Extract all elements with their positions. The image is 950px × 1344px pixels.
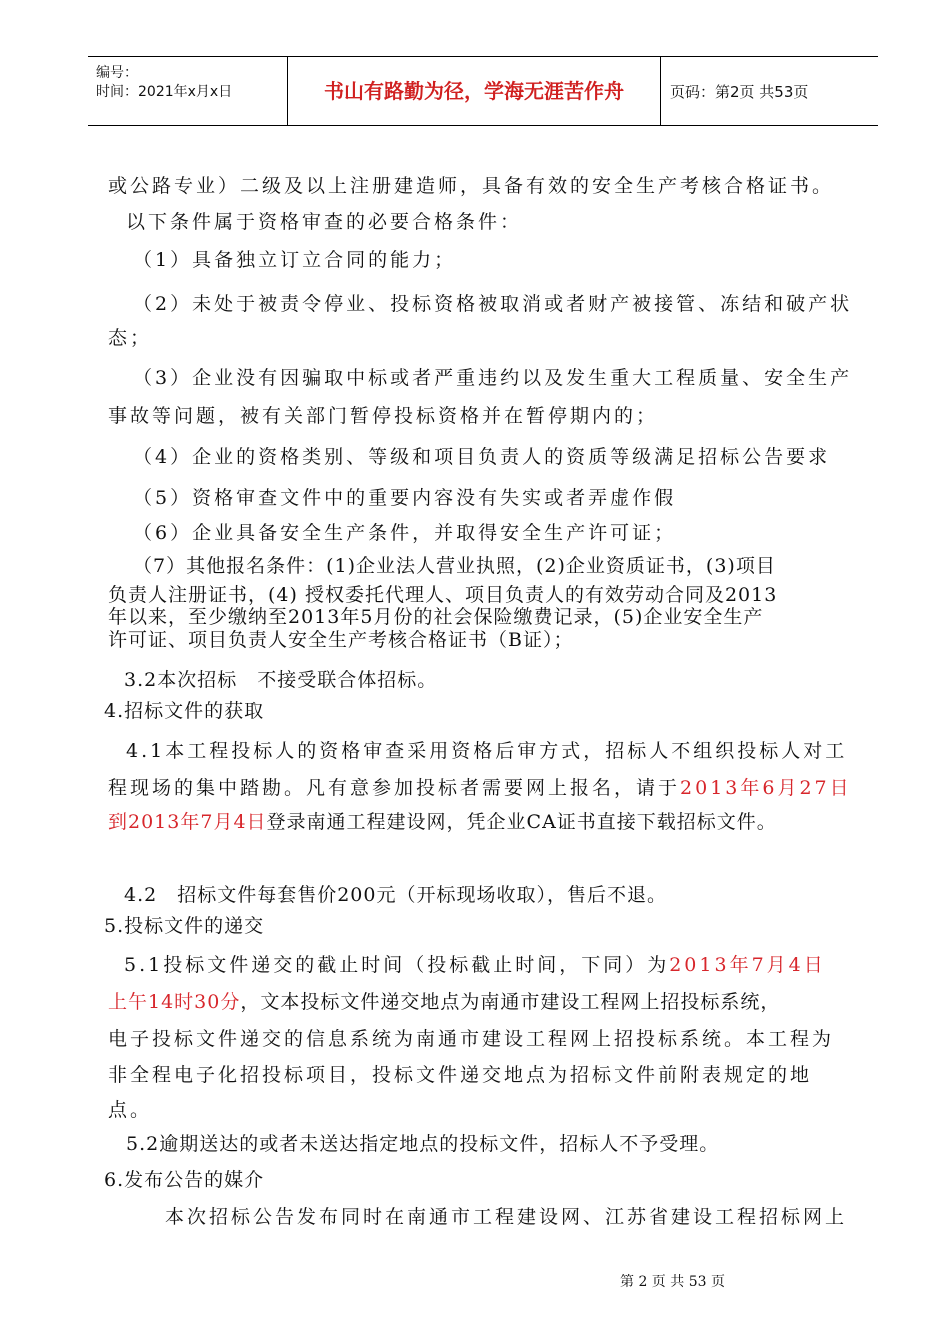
text-segment: （5）资格审查文件中的重要内容没有失实或者弄虚作假	[133, 487, 677, 509]
text-segment: （6）企业具备安全生产条件，并取得安全生产许可证；	[133, 522, 677, 544]
text-line	[133, 366, 852, 390]
header-page-number: 页码：第2页 共53页	[670, 83, 809, 101]
text-line	[133, 554, 776, 578]
text-line	[108, 174, 834, 198]
text-segment: 5.2逾期送达的或者未送达指定地点的投标文件，招标人不予受理。	[126, 1133, 720, 1155]
text-line	[124, 668, 437, 692]
text-segment: 点。	[108, 1099, 153, 1121]
highlighted-date: 2013年6月27日	[680, 777, 852, 799]
highlighted-date: 上午14时30分	[108, 991, 241, 1013]
text-segment: （1）具备独立订立合同的能力；	[133, 249, 457, 271]
text-segment: 登录南通工程建设网，凭企业CA证书直接下载招标文件。	[266, 811, 777, 833]
text-segment: 许可证、项目负责人安全生产考核合格证书（B证）；	[108, 629, 574, 651]
text-line	[133, 292, 852, 316]
text-segment: 电子投标文件递交的信息系统为南通市建设工程网上招投标系统。本工程为	[108, 1028, 835, 1050]
text-line	[108, 990, 780, 1014]
text-segment: （3）企业没有因骗取中标或者严重违约以及发生重大工程质量、安全生产	[133, 367, 853, 389]
text-segment: 4.招标文件的获取	[104, 700, 265, 722]
text-segment: 本次招标公告发布同时在南通市工程建设网、江苏省建设工程招标网上	[165, 1206, 848, 1228]
text-line	[108, 810, 777, 834]
text-segment: 6.发布公告的媒介	[104, 1169, 265, 1191]
text-segment: 3.2本次招标 不接受联合体招标。	[124, 669, 438, 691]
text-line	[126, 1132, 719, 1156]
text-segment: 以下条件属于资格审查的必要合格条件：	[126, 211, 523, 233]
text-line	[126, 739, 847, 763]
header-number: 编号：	[96, 65, 138, 81]
header-meta-cell	[88, 57, 288, 125]
header-motto: 书山有路勤为径，学海无涯苦作舟	[288, 57, 661, 125]
text-line	[133, 521, 676, 545]
page-header	[88, 56, 878, 126]
text-line	[108, 1098, 152, 1122]
text-line	[108, 404, 658, 428]
text-segment: 4.1本工程投标人的资格审查采用资格后审方式，招标人不组织投标人对工	[126, 740, 848, 762]
text-line	[133, 248, 456, 272]
header-time: 时间：2021年x月x日	[96, 84, 233, 100]
text-line	[126, 210, 522, 234]
text-line	[108, 605, 763, 629]
text-segment: 态；	[108, 327, 153, 349]
text-segment: （2）未处于被责令停业、投标资格被取消或者财产被接管、冻结和破产状	[133, 293, 853, 315]
text-segment: 程现场的集中踏勘。凡有意参加投标者需要网上报名，请于	[108, 777, 681, 799]
text-segment: 负责人注册证书，(4) 授权委托代理人、项目负责人的有效劳动合同及2013	[108, 584, 778, 606]
text-segment: （4）企业的资格类别、等级和项目负责人的资质等级满足招标公告要求	[133, 446, 831, 468]
text-line	[108, 776, 852, 800]
text-segment: 4.2 招标文件每套售价200元（开标现场收取），售后不退。	[124, 884, 667, 906]
text-segment: 年以来，至少缴纳至2013年5月份的社会保险缴费记录，(5)企业安全生产	[108, 606, 764, 628]
text-segment: （7）其他报名条件：(1)企业法人营业执照，(2)企业资质证书，(3)项目	[133, 555, 776, 577]
text-segment: 5.1投标文件递交的截止时间（投标截止时间，下同）为	[124, 954, 670, 976]
highlighted-date: 到2013年7月4日	[108, 811, 267, 833]
text-line	[108, 1027, 834, 1051]
text-line	[104, 699, 264, 723]
text-line	[108, 1063, 812, 1087]
text-segment: 5.投标文件的递交	[104, 915, 265, 937]
text-segment: ，文本投标文件递交地点为南通市建设工程网上招投标系统，	[240, 991, 781, 1013]
page-footer: 第 2 页 共 53 页	[620, 1274, 725, 1290]
text-line	[124, 883, 667, 907]
text-line	[108, 583, 777, 607]
text-segment: 非全程电子化招投标项目，投标文件递交地点为招标文件前附表规定的地	[108, 1064, 813, 1086]
text-line	[165, 1205, 847, 1229]
text-line	[124, 953, 826, 977]
text-line	[108, 628, 573, 652]
text-line	[133, 486, 676, 510]
text-line	[108, 326, 152, 350]
highlighted-date: 2013年7月4日	[669, 954, 826, 976]
text-segment: 事故等问题，被有关部门暂停投标资格并在暂停期内的；	[108, 405, 659, 427]
text-line	[104, 914, 264, 938]
text-line	[133, 445, 830, 469]
text-segment: 或公路专业）二级及以上注册建造师，具备有效的安全生产考核合格证书。	[108, 175, 835, 197]
text-line	[104, 1168, 264, 1192]
